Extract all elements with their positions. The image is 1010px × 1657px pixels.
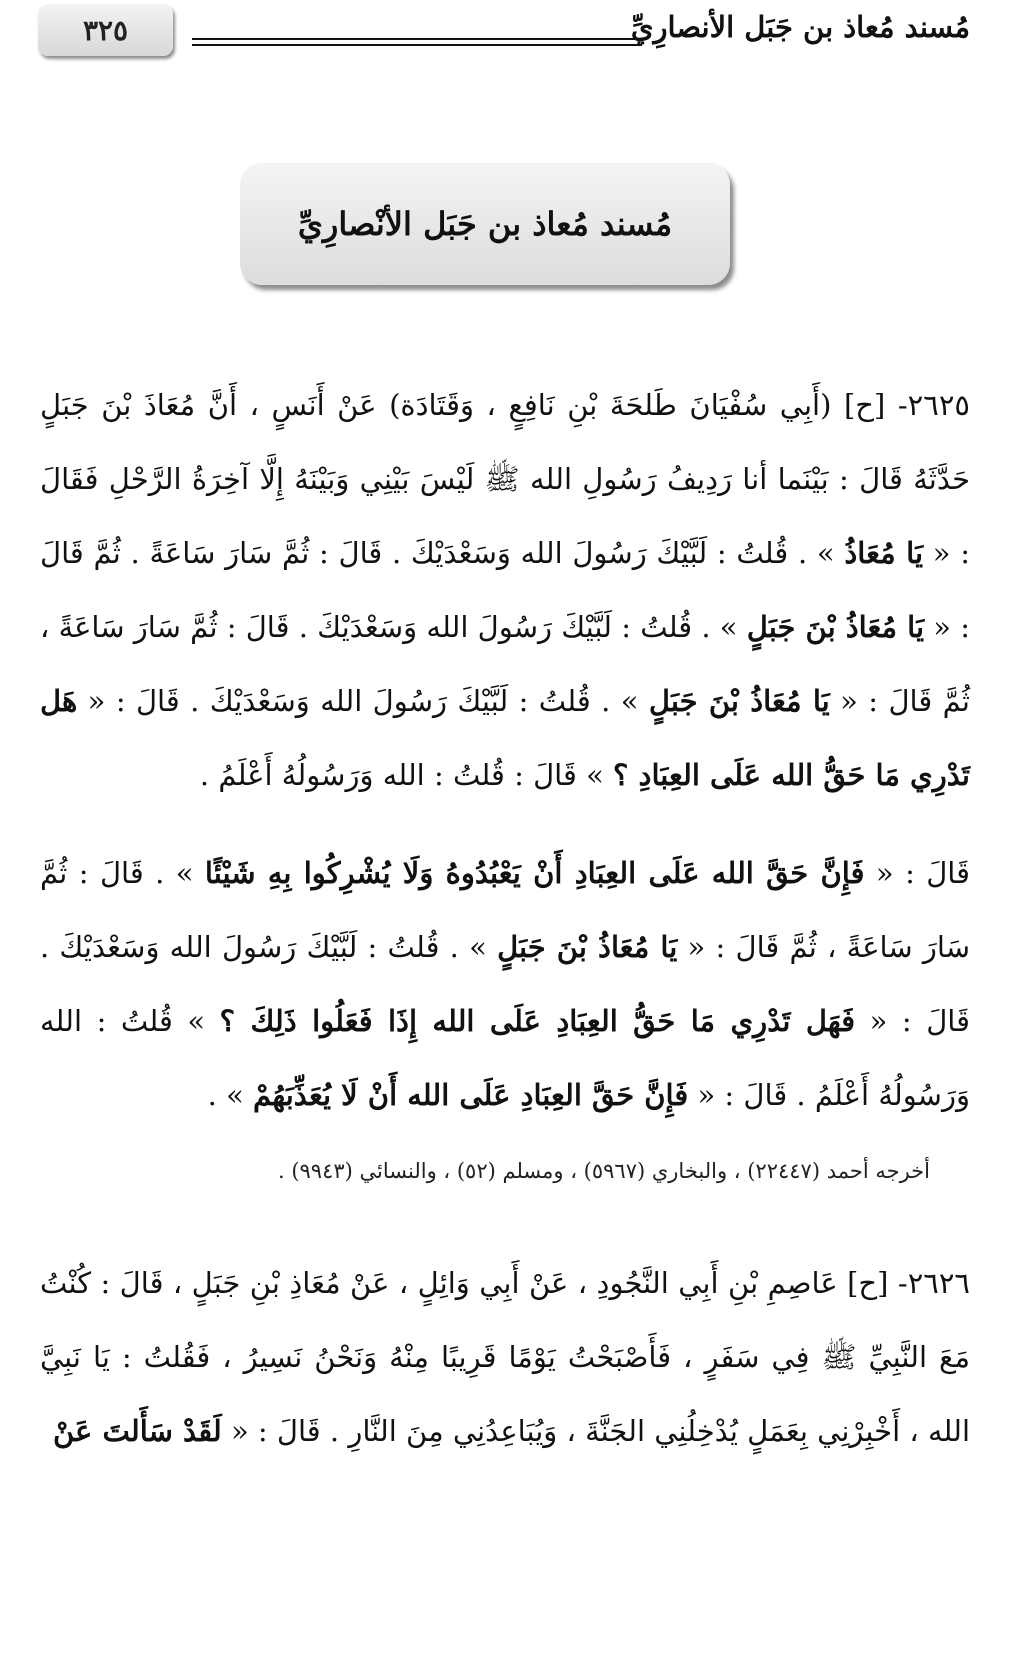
hadith-2625-paragraph [40, 368, 970, 812]
page-header [0, 0, 1010, 70]
prophetic-quote: يَا مُعَاذُ بْنَ جَبَلٍ [497, 930, 678, 964]
source-reference: أخرجه أحمد (٢٢٤٤٧) ، والبخاري (٥٩٦٧) ، ومسلم (٥٢) ، والنسائي (٩٩٤٣) . [277, 1159, 930, 1183]
text-run: » . قُلتُ : لَبَّيْكَ رَسُولَ الله وَسَعْدَيْكَ . قَالَ : ثُمَّ سَارَ سَاعَةً . ثُمَّ قَالَ : « [40, 536, 970, 644]
text-run: » . قُلتُ : لَبَّيْكَ رَسُولَ الله وَسَعْدَيْكَ . قَالَ : « [77, 684, 649, 718]
text-run: » قَالَ : قُلتُ : الله وَرَسُولُهُ أَعْلَمُ . [199, 758, 614, 792]
header-rule [192, 38, 642, 40]
hadith-marker: - [ح] [843, 388, 908, 422]
prophetic-quote: يَا مُعَاذُ بْنَ جَبَلٍ [648, 684, 830, 718]
text-run: قَالَ : « [864, 856, 971, 890]
prophetic-quote: فَإِنَّ حَقَّ العِبَادِ عَلَى الله أَنْ لَا يُعَذِّبَهُمْ [253, 1078, 689, 1112]
text-run: » . قُلتُ : لَبَّيْكَ رَسُولَ الله وَسَعْدَيْكَ . قَالَ : ثُمَّ سَارَ سَاعَةً ، ثُمَّ قَالَ : « [40, 610, 971, 718]
hadith-number: ٢٦٢٥ [907, 388, 970, 422]
text-run: » . قَالَ : ثُمَّ سَارَ سَاعَةً ، ثُمَّ قَالَ : « [40, 856, 970, 964]
text-run: عَاصِمِ بْنِ أَبِي النَّجُودِ ، عَنْ أَبِي وَائِلٍ ، عَنْ مُعَاذِ بْنِ جَبَلٍ ، قَالَ : كُنْتُ مَعَ النَّبِيِّ ﷺ فِي سَفَرٍ ، فَأَصْبَحْتُ يَوْمًا قَرِيبًا مِنْهُ وَنَحْنُ نَسِيرُ ، فَقُلتُ : يَا نَبِيَّ الله ، أَخْبِرْنِي بِعَمَلٍ يُدْخِلُنِي الجَنَّةَ ، وَيُبَاعِدُنِي مِنَ النَّارِ . قَالَ : « [40, 1266, 970, 1448]
prophetic-quote: لَقَدْ سَأَلتَ عَنْ [52, 1414, 222, 1448]
page-number: ٣٢٥ [38, 4, 173, 56]
hadith-marker: - [ح] [847, 1266, 908, 1300]
prophetic-quote: يَا مُعَاذُ [844, 536, 924, 570]
hadith-2626-paragraph [40, 1246, 970, 1468]
prophetic-quote: فَإِنَّ حَقَّ الله عَلَى العِبَادِ أَنْ يَعْبُدُوهُ وَلَا يُشْرِكُوا بِهِ شَيْئًا [204, 856, 865, 890]
text-run: (أَبِي سُفْيَانَ طَلحَةَ بْنِ نَافِعٍ ، وَقَتَادَة) عَنْ أَنَسٍ ، أَنَّ مُعَاذَ بْنَ جَبَلٍ حَدَّثَهُ قَالَ : بَيْنَما أنا رَدِيفُ رَسُولِ الله ﷺ لَيْسَ بَيْنِي وَبَيْنَهُ إِلَّا آخِرَةُ الرَّحْلِ فَقَالَ : « [40, 388, 970, 570]
hadith-number: ٢٦٢٦ [907, 1266, 970, 1300]
running-title: مُسند مُعاذ بن جَبَل الأنصارِيِّ [630, 10, 970, 44]
section-title: مُسند مُعاذ بن جَبَل الأنْصارِيِّ [240, 163, 730, 285]
text-run: » . [207, 1078, 254, 1112]
prophetic-quote: فَهَل تَدْرِي مَا حَقُّ العِبَادِ عَلَى الله إِذَا فَعَلُوا ذَلِكَ ؟ [219, 1004, 856, 1038]
prophetic-quote: يَا مُعَاذُ بْنَ جَبَلٍ [746, 610, 925, 644]
prophetic-quote: هَل تَدْرِي مَا حَقُّ الله عَلَى العِبَادِ ؟ [40, 684, 970, 792]
header-rule [192, 44, 642, 46]
hadith-2625-continuation [40, 836, 970, 1132]
text-run: » قُلتُ : الله وَرَسُولُهُ أَعْلَمُ . قَالَ : « [40, 1004, 970, 1112]
text-run: » . قُلتُ : لَبَّيْكَ رَسُولَ الله وَسَعْدَيْكَ . قَالَ : « [40, 930, 970, 1038]
